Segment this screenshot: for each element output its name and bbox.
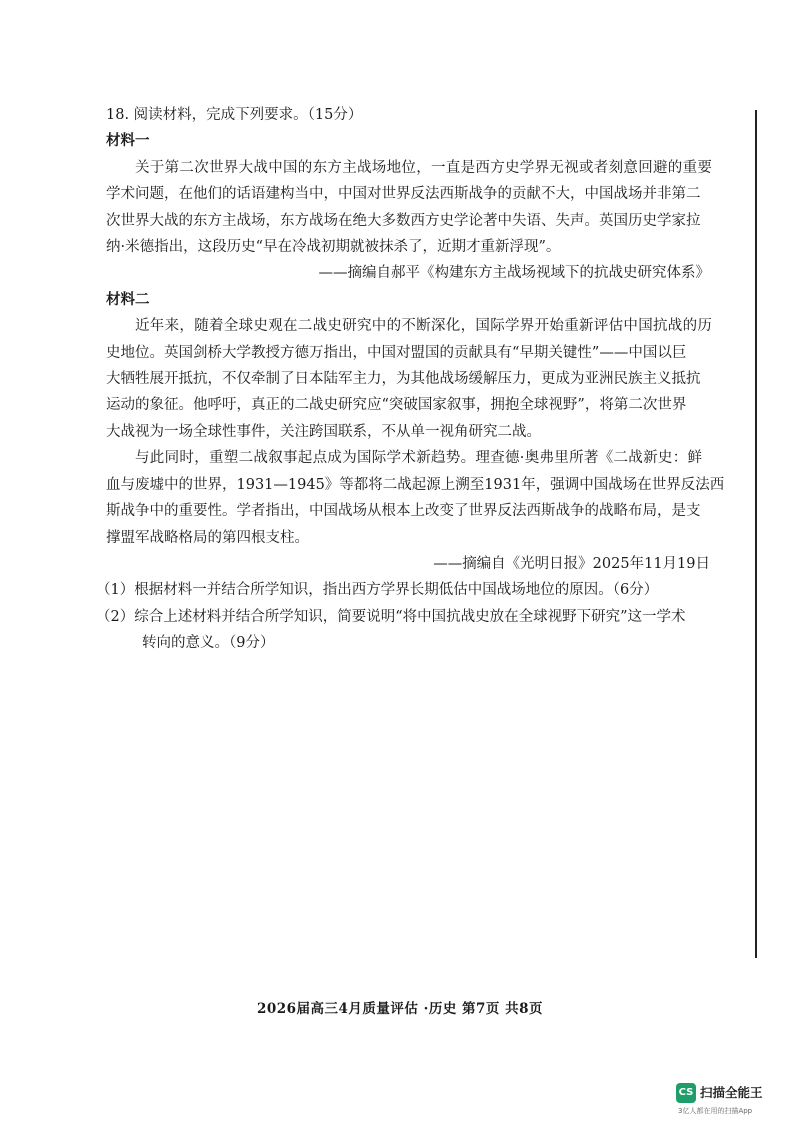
watermark-title: 扫描全能王	[700, 1085, 763, 1100]
material1-line: 次世界大战的东方主战场，东方战场在绝大多数西方史学论著中失语、失声。英国历史学家拉	[106, 212, 701, 229]
material2-line: 大牺牲展开抵抗，不仅牵制了日本陆军主力，为其他战场缓解压力，更成为亚洲民族主义抵抗	[106, 371, 701, 388]
watermark-subtitle: 3亿人都在用的扫描App	[678, 1107, 753, 1115]
material1-line: 学术问题，在他们的话语建构当中，中国对世界反法西斯战争的贡献不大，中国战场并非第二	[106, 186, 701, 203]
subquestion-1: （1）根据材料一并结合所学知识，指出西方学界长期低估中国战场地位的原因。（6分）	[96, 582, 659, 599]
question-title: 18. 阅读材料，完成下列要求。（15分）	[106, 107, 363, 123]
margin-rule	[755, 110, 757, 958]
material2-line: 运动的象征。他呼吁，真正的二战史研究应“突破国家叙事，拥抱全球视野”，将第二次世界	[106, 397, 687, 414]
page-footer: 2026届高三4月质量评估 ·历史 第7页 共8页	[256, 1001, 544, 1017]
material1-line: 关于第二次世界大战中国的东方主战场地位，一直是西方史学界无视或者刻意回避的重要	[135, 159, 713, 176]
material2-heading: 材料二	[106, 290, 150, 308]
material1-source: ——摘编自郝平《构建东方主战场视域下的抗战史研究体系》	[318, 265, 710, 282]
material2-line: 血与废墟中的世界，1931—1945》等都将二战起源上溯至1931年，强调中国战场在世界反法西	[106, 476, 725, 493]
subquestion-2-cont: 转向的意义。（9分）	[142, 635, 275, 652]
material2-line: 大战视为一场全球性事件，关注跨国联系，不从单一视角研究二战。	[106, 423, 541, 440]
camscanner-logo-icon: CS	[676, 1083, 696, 1103]
scanner-watermark	[676, 1080, 786, 1120]
material2-line: 史地位。英国剑桥大学教授方德万指出，中国对盟国的贡献具有“早期关键性”——中国以巨	[106, 344, 687, 361]
material2-line: 与此同时，重塑二战叙事起点成为国际学术新趋势。理查德·奥弗里所著《二战新史：鲜	[135, 450, 703, 467]
material2-line: 撑盟军战略格局的第四根支柱。	[106, 529, 309, 546]
material1-heading: 材料一	[106, 132, 150, 150]
material2-line: 斯战争中的重要性。学者指出，中国战场从根本上改变了世界反法西斯战争的战略布局，是支	[106, 503, 701, 520]
subquestion-2: （2）综合上述材料并结合所学知识，简要说明“将中国抗战史放在全球视野下研究”这一学术	[96, 608, 686, 625]
question-content	[96, 102, 725, 657]
material1-line: 纳·米德指出，这段历史“早在冷战初期就被抹杀了，近期才重新浮现”。	[106, 239, 561, 256]
material2-source: ——摘编自《光明日报》2025年11月19日	[433, 555, 710, 572]
material2-line: 近年来，随着全球史观在二战史研究中的不断深化，国际学界开始重新评估中国抗战的历	[135, 318, 713, 335]
